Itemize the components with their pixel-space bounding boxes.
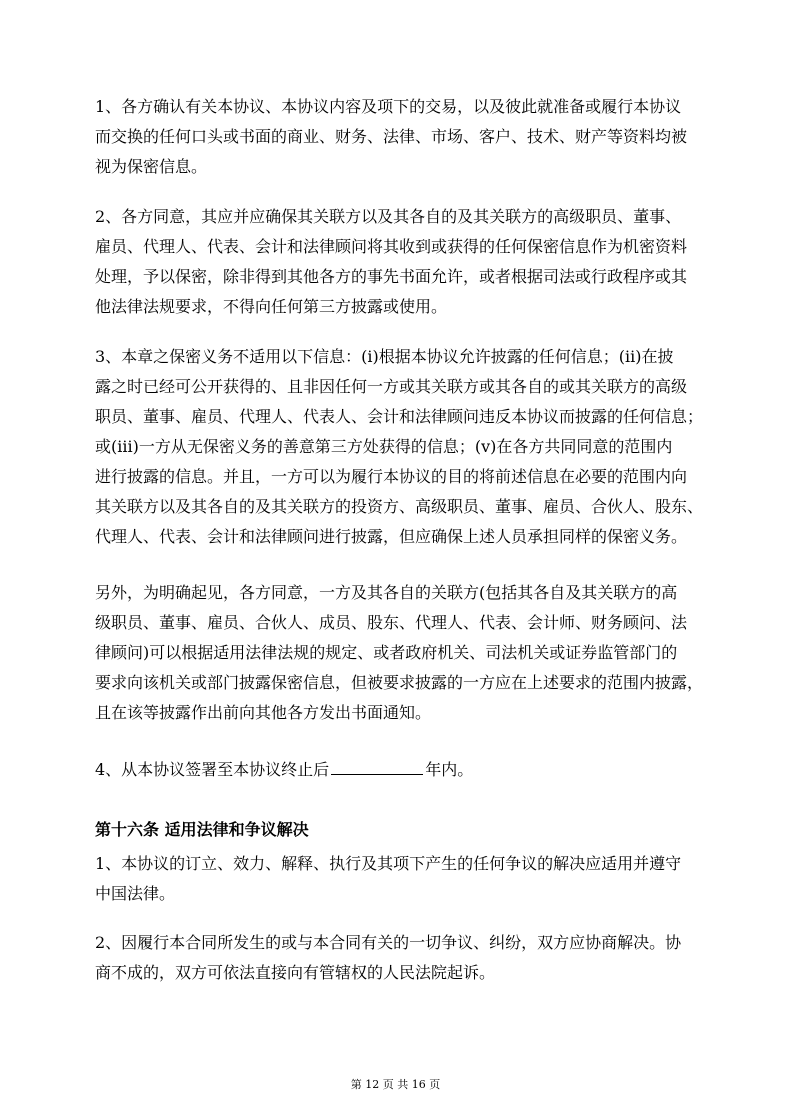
clause16-item2 <box>95 928 715 988</box>
text-line: 中国法律。 <box>95 884 176 903</box>
clause16-item1 <box>95 849 715 909</box>
total-page-number: 16 <box>411 1078 426 1091</box>
clause15-item4 <box>95 755 715 785</box>
current-page-number: 12 <box>365 1078 380 1091</box>
clause15-item3-extra <box>95 578 715 728</box>
page-footer <box>0 1078 791 1092</box>
text-line: 3、本章之保密义务不适用以下信息：(i)根据本协议允许披露的任何信息；(ii)在披 <box>95 347 674 366</box>
text-line: 处理，予以保密，除非得到其他各方的事先书面允许，或者根据司法或行政程序或其 <box>95 267 688 286</box>
text-line: 代理人、代表、会计和法律顾问进行披露，但应确保上述人员承担同样的保密义务。 <box>95 527 688 546</box>
text-line: 2、各方同意，其应并应确保其关联方以及其各自的及其关联方的高级职员、董事、 <box>95 207 682 226</box>
text-line: 其关联方以及其各自的及其关联方的投资方、高级职员、董事、雇员、合伙人、股东、 <box>95 497 704 516</box>
clause16-heading: 第十六条 适用法律和争议解决 <box>95 820 309 839</box>
footer-middle: 页 共 <box>382 1078 409 1091</box>
text-line <box>95 755 715 785</box>
text-line: 他法律法规要求，不得向任何第三方披露或使用。 <box>95 297 448 316</box>
text-line: 进行披露的信息。并且，一方可以为履行本协议的目的将前述信息在必要的范围内向 <box>95 467 688 486</box>
blank-line <box>331 756 423 775</box>
clause15-item1 <box>95 92 715 182</box>
text-line: 级职员、董事、雇员、合伙人、成员、股东、代理人、代表、会计师、财务顾问、法 <box>95 613 688 632</box>
text-line: 2、因履行本合同所发生的或与本合同有关的一切争议、纠纷，双方应协商解决。协 <box>95 933 682 952</box>
text-line: 商不成的，双方可依法直接向有管辖权的人民法院起诉。 <box>95 963 496 982</box>
text-line: 雇员、代理人、代表、会计和法律顾问将其收到或获得的任何保密信息作为机密资料 <box>95 237 688 256</box>
clause15-item2 <box>95 202 715 322</box>
text-line: 职员、董事、雇员、代理人、代表人、会计和法律顾问违反本协议而披露的任何信息； <box>95 407 704 426</box>
text-line: 1、本协议的订立、效力、解释、执行及其项下产生的任何争议的解决应适用并遵守 <box>95 854 682 873</box>
text-line: 且在该等披露作出前向其他各方发出书面通知。 <box>95 703 432 722</box>
item4-text-before: 4、从本协议签署至本协议终止后 <box>95 760 330 779</box>
item4-text-after: 年内。 <box>425 760 474 779</box>
text-line: 露之时已经可公开获得的、且非因任何一方或其关联方或其各自的或其关联方的高级 <box>95 377 688 396</box>
clause15-item3 <box>95 342 715 552</box>
text-line: 另外，为明确起见，各方同意，一方及其各自的关联方(包括其各自及其关联方的高 <box>95 583 678 602</box>
footer-suffix: 页 <box>429 1078 441 1091</box>
text-line: 而交换的任何口头或书面的商业、财务、法律、市场、客户、技术、财产等资料均被 <box>95 127 688 146</box>
text-line: 1、各方确认有关本协议、本协议内容及项下的交易，以及彼此就准备或履行本协议 <box>95 97 682 116</box>
text-line: 视为保密信息。 <box>95 157 208 176</box>
text-line: 要求向该机关或部门披露保密信息，但被要求披露的一方应在上述要求的范围内披露， <box>95 673 704 692</box>
text-line: 律顾问)可以根据适用法律法规的规定、或者政府机关、司法机关或证券监管部门的 <box>95 643 678 662</box>
text-line: 或(iii)一方从无保密义务的善意第三方处获得的信息；(v)在各方共同同意的范围内 <box>95 437 673 456</box>
footer-prefix: 第 <box>350 1078 362 1091</box>
